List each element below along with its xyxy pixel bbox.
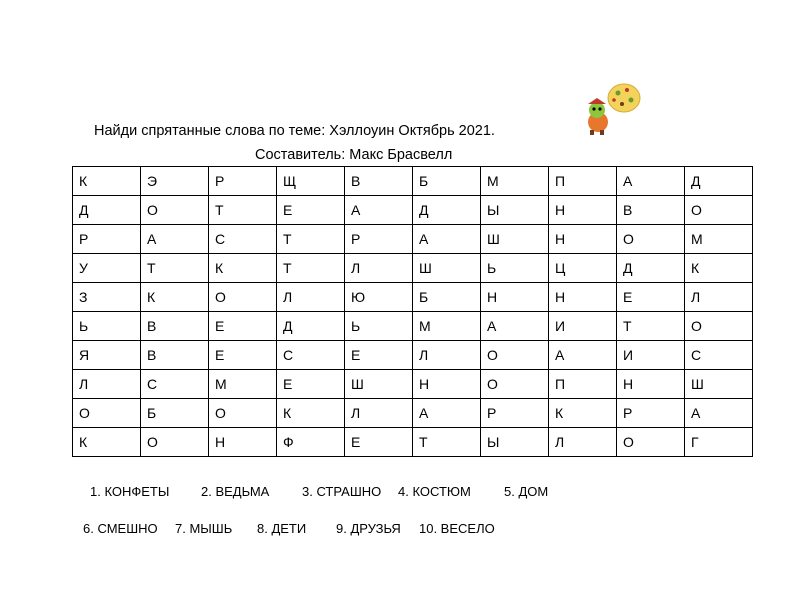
grid-cell: Д [277,312,345,341]
grid-cell: К [549,399,617,428]
grid-cell: Л [413,341,481,370]
grid-cell: С [209,225,277,254]
grid-cell: А [685,399,753,428]
grid-cell: О [617,225,685,254]
grid-cell: А [413,225,481,254]
word-list-item: 1. КОНФЕТЫ [90,484,170,499]
grid-cell: П [549,167,617,196]
grid-cell: Ь [481,254,549,283]
grid-row [73,428,753,457]
grid-cell: Е [617,283,685,312]
grid-cell: Е [277,196,345,225]
worksheet-title: Найди спрятанные слова по теме: Хэллоуин Октябрь 2021. [94,123,495,139]
grid-cell: О [209,399,277,428]
word-list-item: 7. МЫШЬ [175,521,233,536]
grid-cell: О [481,341,549,370]
grid-cell: Д [685,167,753,196]
grid-cell: Д [73,196,141,225]
grid-cell: О [685,196,753,225]
grid-cell: Н [481,283,549,312]
grid-cell: Т [413,428,481,457]
grid-cell: Т [277,254,345,283]
grid-cell: С [277,341,345,370]
word-list-item: 2. ВЕДЬМА [201,484,270,499]
grid-cell: Г [685,428,753,457]
grid-row [73,196,753,225]
grid-cell: П [549,370,617,399]
grid-cell: Л [277,283,345,312]
worksheet-author: Составитель: Макс Брасвелл [255,147,453,163]
grid-cell: Ю [345,283,413,312]
grid-cell: Б [413,167,481,196]
word-list-item: 4. КОСТЮМ [398,484,471,499]
grid-cell: С [685,341,753,370]
grid-cell: Л [685,283,753,312]
grid-row [73,167,753,196]
grid-row [73,312,753,341]
grid-cell: К [685,254,753,283]
grid-row [73,283,753,312]
grid-cell: Т [141,254,209,283]
grid-cell: М [209,370,277,399]
grid-cell: Т [209,196,277,225]
grid-cell: Т [277,225,345,254]
grid-cell: Ш [685,370,753,399]
grid-cell: Ь [73,312,141,341]
grid-cell: К [73,428,141,457]
grid-cell: Н [617,370,685,399]
grid-cell: О [141,428,209,457]
grid-cell: О [685,312,753,341]
grid-cell: Н [549,196,617,225]
grid-cell: Е [209,341,277,370]
word-list-item: 5. ДОМ [504,484,549,499]
grid-cell: Щ [277,167,345,196]
grid-cell: Р [345,225,413,254]
grid-cell: Н [413,370,481,399]
grid-cell: Д [617,254,685,283]
word-list-item: 3. СТРАШНО [302,484,382,499]
grid-cell: Я [73,341,141,370]
grid-cell: Б [141,399,209,428]
grid-cell: А [345,196,413,225]
grid-cell: К [141,283,209,312]
word-list-item: 6. СМЕШНО [83,521,158,536]
grid-cell: Е [345,428,413,457]
grid-cell: Т [617,312,685,341]
grid-cell: М [685,225,753,254]
grid-cell: Н [209,428,277,457]
grid-cell: Н [549,225,617,254]
word-search-grid [72,166,753,457]
grid-cell: Е [277,370,345,399]
grid-cell: Б [413,283,481,312]
grid-cell: Р [209,167,277,196]
grid-cell: Ы [481,196,549,225]
grid-cell: Ш [413,254,481,283]
word-list-item: 9. ДРУЗЬЯ [336,521,401,536]
grid-row [73,225,753,254]
grid-cell: М [413,312,481,341]
grid-cell: А [549,341,617,370]
grid-cell: А [617,167,685,196]
grid-cell: Ц [549,254,617,283]
grid-cell: Н [549,283,617,312]
grid-cell: О [617,428,685,457]
grid-cell: И [549,312,617,341]
grid-cell: Е [345,341,413,370]
grid-cell: В [345,167,413,196]
grid-cell: Р [73,225,141,254]
grid-cell: С [141,370,209,399]
grid-cell: В [141,341,209,370]
grid-cell: Р [617,399,685,428]
grid-row [73,341,753,370]
word-list-item: 8. ДЕТИ [257,521,307,536]
grid-cell: Д [413,196,481,225]
grid-cell: Е [209,312,277,341]
grid-cell: О [73,399,141,428]
grid-cell: З [73,283,141,312]
grid-row [73,254,753,283]
grid-cell: Р [481,399,549,428]
grid-cell: У [73,254,141,283]
grid-cell: О [141,196,209,225]
grid-cell: Ь [345,312,413,341]
grid-row [73,370,753,399]
grid-cell: А [413,399,481,428]
grid-cell: И [617,341,685,370]
grid-cell: К [209,254,277,283]
grid-row [73,399,753,428]
grid-cell: Ш [345,370,413,399]
grid-cell: М [481,167,549,196]
grid-cell: Э [141,167,209,196]
grid-cell: К [277,399,345,428]
grid-cell: Ы [481,428,549,457]
grid-cell: В [141,312,209,341]
grid-cell: Л [345,254,413,283]
grid-cell: Л [345,399,413,428]
grid-cell: А [481,312,549,341]
grid-cell: Ф [277,428,345,457]
grid-cell: В [617,196,685,225]
grid-cell: К [73,167,141,196]
grid-cell: Л [549,428,617,457]
grid-cell: О [481,370,549,399]
grid-cell: Ш [481,225,549,254]
word-list-item: 10. ВЕСЕЛО [419,521,495,536]
grid-cell: А [141,225,209,254]
halloween-mascot-icon [580,80,642,136]
grid-cell: Л [73,370,141,399]
grid-cell: О [209,283,277,312]
